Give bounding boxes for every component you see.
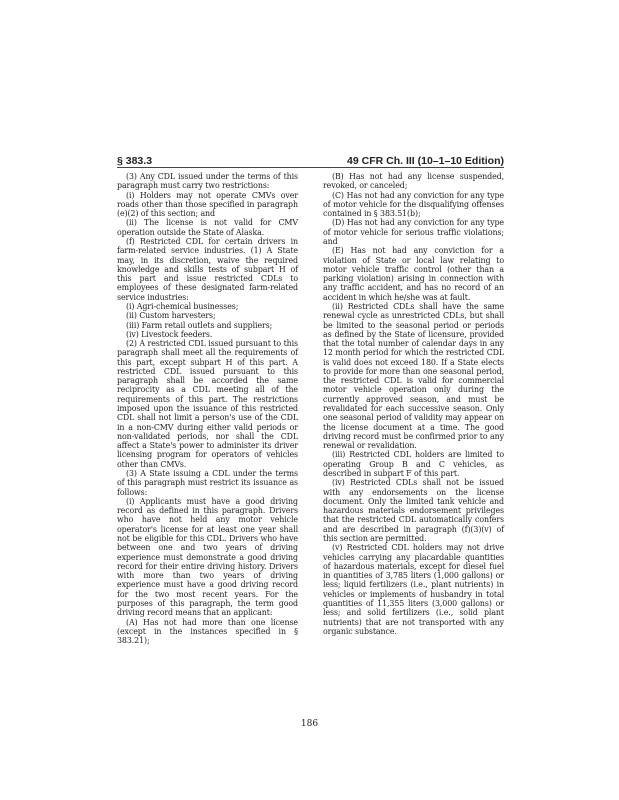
- header-rule: [117, 167, 504, 168]
- paragraph: (B) Has not had any license suspended, revoked, or canceled;: [323, 172, 504, 191]
- paragraph: (iv) Livestock feeders.: [126, 329, 213, 339]
- paragraph: (ii) The license is not valid for CMV operation outside the State of Alaska.: [117, 218, 298, 237]
- paragraph: (3) Any CDL issued under the terms of this paragraph must carry two restrictions:: [117, 172, 298, 191]
- paragraph: (ii) Custom harvesters;: [126, 311, 216, 321]
- paragraph: (v) Restricted CDL holders may not drive vehicles carrying any placardable quantities of hazardous materials, except for diesel fuel in quantities of 3,785 liters (1,000 gallons) or less; liquid fertilizers (i.e., plant nutrients) in vehicles or implements of husbandry in total quantities of 11,355 liters (3,000 gallons) or less; and solid fertilizers (i.e., solid plant nutrients) that are not transported with any organic substance.: [323, 543, 504, 636]
- left-column: [117, 172, 298, 645]
- paragraph: (D) Has not had any conviction for any type of motor vehicle for serious traffic violations; and: [323, 218, 504, 246]
- paragraph: (E) Has not had any conviction for a violation of State or local law relating to motor vehicle traffic control (other than a parking violation) arising in connection with any traffic accident, and has no record of an accident in which he/she was at fault.: [323, 246, 504, 302]
- paragraph: (3) A State issuing a CDL under the terms of this paragraph must restrict its issuance as follows:: [117, 469, 298, 497]
- paragraph: (iii) Farm retail outlets and suppliers;: [126, 320, 273, 330]
- page-number: 186: [300, 719, 319, 729]
- paragraph: (i) Holders may not operate CMVs over roads other than those specified in paragraph (e)(2) of this section; and: [117, 190, 298, 219]
- paragraph: (A) Has not had more than one license (except in the instances specified in § 383.21);: [117, 617, 298, 646]
- right-column: [323, 172, 504, 636]
- paragraph: (2) A restricted CDL issued pursuant to this paragraph shall meet all the requirements of this part, except subpart H of this part. A restricted CDL issued pursuant to this paragraph shall be accorded the same reciprocity as a CDL meeting all of the requirements of this part. The restrictions imposed upon the issuance of this restricted CDL shall not limit a person's use of the CDL in a non-CMV during either valid periods or non-validated periods, nor shall the CDL affect a State's power to administer its driver licensing program for operators of vehicles other than CMVs.: [117, 339, 298, 469]
- running-title: 49 CFR Ch. III (10–1–10 Edition): [347, 155, 504, 167]
- paragraph: (ii) Restricted CDLs shall have the same renewal cycle as unrestricted CDLs, but shall be limited to the seasonal period or periods as defined by the State of licensure, provided that the total number of calendar days in any 12 month period for which the restricted CDL is valid does not exceed 180. If a State elects to provide for more than one seasonal period, the restricted CDL is valid for commercial motor vehicle operation only during the currently approved season, and must be revalidated for each successive season. Only one seasonal period of validity may appear on the license document at a time. The good driving record must be confirmed prior to any renewal or revalidation.: [323, 301, 504, 451]
- section-header: § 383.3: [117, 155, 153, 167]
- paragraph: (i) Agri-chemical businesses;: [126, 301, 239, 311]
- paragraph: (iii) Restricted CDL holders are limited to operating Group B and C vehicles, as described in subpart F of this part.: [323, 450, 504, 478]
- paragraph: (iv) Restricted CDLs shall not be issued with any endorsements on the license document. Only the limited tank vehicle and hazardous materials endorsement privileges that the restricted CDL automatically confers and are described in paragraph (f)(3)(v) of this section are permitted.: [323, 478, 504, 543]
- paragraph: (C) Has not had any conviction for any type of motor vehicle for the disqualifying offenses contained in § 383.51(b);: [323, 190, 504, 219]
- paragraph: (f) Restricted CDL for certain drivers in farm-related service industries. (1) A State may, in its discretion, waive the required knowledge and skills tests of subpart H of this part and issue restricted CDLs to employees of these designated farm-related service industries:: [117, 236, 298, 302]
- paragraph: (i) Applicants must have a good driving record as defined in this paragraph. Drivers who have not held any motor vehicle operator's license for at least one year shall not be eligible for this CDL. Drivers who have between one and two years of driving experience must demonstrate a good driving record for their entire driving history. Drivers with more than two years of driving experience must have a good driving record for the two most recent years. For the purposes of this paragraph, the term good driving record means that an applicant:: [117, 496, 298, 618]
